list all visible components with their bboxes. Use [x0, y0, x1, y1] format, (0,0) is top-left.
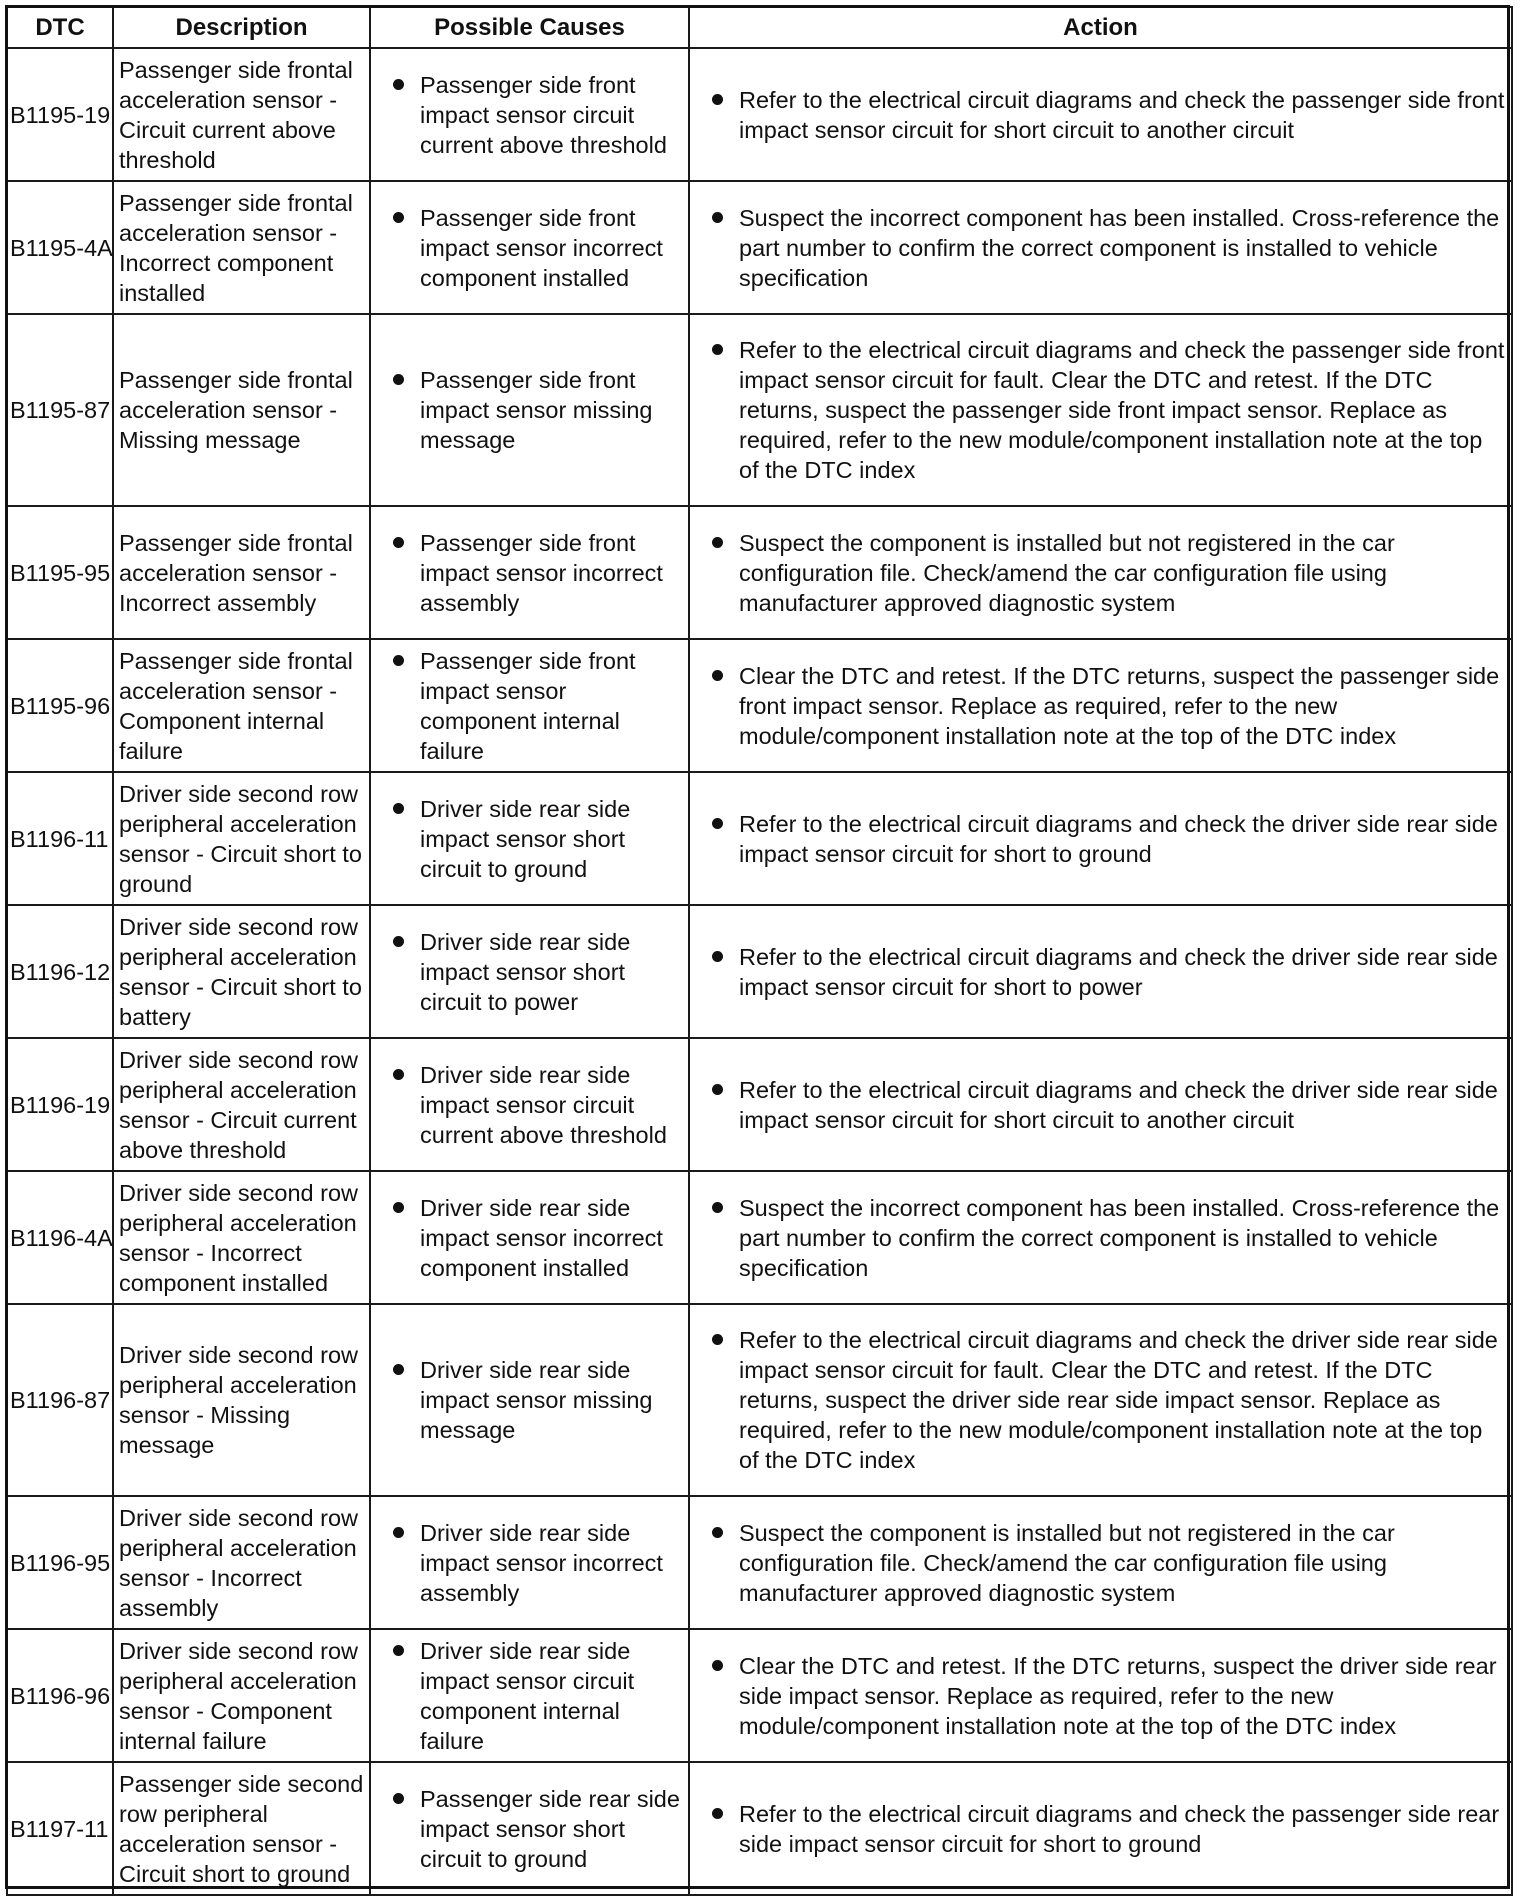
dtc-code: B1196-96 — [7, 1629, 113, 1762]
bullet-icon — [393, 79, 404, 90]
action-text: Refer to the electrical circuit diagrams and check the driver side rear side impact sensor circuit for short to power — [739, 943, 1498, 1000]
action-cell — [689, 1762, 1512, 1895]
dtc-code: B1196-12 — [7, 905, 113, 1038]
header-action: Action — [689, 7, 1512, 48]
dtc-description: Driver side second row peripheral acceleration sensor - Incorrect assembly — [113, 1496, 370, 1629]
header-possible-causes: Possible Causes — [370, 7, 689, 48]
action-text: Clear the DTC and retest. If the DTC returns, suspect the passenger side front impact sensor. Replace as required, refer to the new module/component installation note at the top of the DTC index — [739, 662, 1500, 749]
possible-cause-text: Driver side rear side impact sensor incorrect assembly — [420, 1519, 663, 1606]
dtc-code: B1195-95 — [7, 506, 113, 639]
possible-cause-cell — [370, 506, 689, 639]
bullet-icon — [712, 1527, 723, 1538]
dtc-code: B1196-19 — [7, 1038, 113, 1171]
table-row — [7, 1496, 1512, 1629]
possible-cause-text: Passenger side front impact sensor component internal failure — [420, 647, 636, 764]
bullet-icon — [393, 374, 404, 385]
dtc-description: Passenger side second row peripheral acceleration sensor - Circuit short to ground — [113, 1762, 370, 1895]
table-row — [7, 1762, 1512, 1895]
table-row — [7, 1171, 1512, 1304]
bullet-icon — [712, 818, 723, 829]
action-text: Suspect the incorrect component has been installed. Cross-reference the part number to confirm the correct component is installed to vehicle specification — [739, 1194, 1500, 1281]
bullet-icon — [393, 1364, 404, 1375]
action-text: Refer to the electrical circuit diagrams and check the driver side rear side impact sensor circuit for short to ground — [739, 810, 1498, 867]
possible-cause-cell — [370, 1038, 689, 1171]
dtc-description: Driver side second row peripheral acceleration sensor - Component internal failure — [113, 1629, 370, 1762]
table-row — [7, 772, 1512, 905]
bullet-icon — [712, 344, 723, 355]
bullet-icon — [393, 212, 404, 223]
action-cell — [689, 506, 1512, 639]
bullet-icon — [393, 537, 404, 548]
possible-cause-cell — [370, 772, 689, 905]
action-text: Refer to the electrical circuit diagrams and check the passenger side rear side impact sensor circuit for short to ground — [739, 1800, 1500, 1857]
possible-cause-cell — [370, 1496, 689, 1629]
possible-cause-text: Driver side rear side impact sensor short circuit to power — [420, 928, 631, 1015]
possible-cause-text: Passenger side front impact sensor missing message — [420, 367, 653, 453]
bullet-icon — [393, 936, 404, 947]
table-row — [7, 905, 1512, 1038]
table-row — [7, 1629, 1512, 1762]
bullet-icon — [393, 1645, 404, 1656]
action-cell — [689, 639, 1512, 772]
table-row — [7, 1038, 1512, 1171]
possible-cause-text: Passenger side front impact sensor incorrect component installed — [420, 204, 663, 291]
possible-cause-cell — [370, 905, 689, 1038]
action-cell — [689, 314, 1512, 506]
bullet-icon — [712, 1202, 723, 1213]
bullet-icon — [712, 94, 723, 105]
dtc-code: B1196-87 — [7, 1304, 113, 1496]
dtc-description: Passenger side frontal acceleration sensor - Component internal failure — [113, 639, 370, 772]
bullet-icon — [712, 1808, 723, 1819]
action-cell — [689, 48, 1512, 181]
action-text: Suspect the incorrect component has been installed. Cross-reference the part number to confirm the correct component is installed to vehicle specification — [739, 204, 1500, 291]
possible-cause-text: Driver side rear side impact sensor circuit component internal failure — [420, 1637, 635, 1754]
dtc-code: B1195-87 — [7, 314, 113, 506]
dtc-description: Driver side second row peripheral acceleration sensor - Missing message — [113, 1304, 370, 1496]
action-cell — [689, 1496, 1512, 1629]
action-text: Refer to the electrical circuit diagrams and check the passenger side front impact sensor circuit for short circuit to another circuit — [739, 86, 1505, 143]
dtc-code: B1196-11 — [7, 772, 113, 905]
action-cell — [689, 1629, 1512, 1762]
bullet-icon — [712, 1660, 723, 1671]
possible-cause-text: Passenger side front impact sensor circuit current above threshold — [420, 71, 667, 158]
possible-cause-cell — [370, 1762, 689, 1895]
table-row — [7, 48, 1512, 181]
bullet-icon — [393, 1202, 404, 1213]
bullet-icon — [393, 1069, 404, 1080]
dtc-code: B1197-11 — [7, 1762, 113, 1895]
possible-cause-text: Passenger side front impact sensor incorrect assembly — [420, 529, 663, 616]
possible-cause-cell — [370, 1629, 689, 1762]
possible-cause-text: Driver side rear side impact sensor circuit current above threshold — [420, 1061, 667, 1148]
action-text: Refer to the electrical circuit diagrams and check the driver side rear side impact sensor circuit for fault. Clear the DTC and retest. If the DTC returns, suspect the driver side rear side impact sensor. Replace as required, refer to the new module/component installation note at the top of the DTC index — [739, 1327, 1498, 1473]
header-dtc: DTC — [7, 7, 113, 48]
possible-cause-text: Driver side rear side impact sensor missing message — [420, 1357, 653, 1443]
dtc-code: B1195-4A — [7, 181, 113, 314]
bullet-icon — [393, 1527, 404, 1538]
possible-cause-cell — [370, 314, 689, 506]
dtc-code: B1195-96 — [7, 639, 113, 772]
dtc-table — [6, 6, 1513, 1896]
possible-cause-text: Driver side rear side impact sensor short circuit to ground — [420, 795, 631, 882]
dtc-description: Driver side second row peripheral acceleration sensor - Circuit short to ground — [113, 772, 370, 905]
action-cell — [689, 1171, 1512, 1304]
action-text: Refer to the electrical circuit diagrams and check the driver side rear side impact sensor circuit for short circuit to another circuit — [739, 1076, 1498, 1133]
bullet-icon — [712, 212, 723, 223]
bullet-icon — [712, 670, 723, 681]
dtc-code: B1196-95 — [7, 1496, 113, 1629]
action-cell — [689, 1304, 1512, 1496]
bullet-icon — [393, 1793, 404, 1804]
action-cell — [689, 772, 1512, 905]
dtc-description: Passenger side frontal acceleration sensor - Incorrect component installed — [113, 181, 370, 314]
dtc-description: Driver side second row peripheral acceleration sensor - Incorrect component installed — [113, 1171, 370, 1304]
table-row — [7, 506, 1512, 639]
action-cell — [689, 1038, 1512, 1171]
table-row — [7, 639, 1512, 772]
action-cell — [689, 905, 1512, 1038]
dtc-description: Passenger side frontal acceleration sensor - Circuit current above threshold — [113, 48, 370, 181]
table-header-row — [7, 7, 1512, 48]
possible-cause-cell — [370, 1304, 689, 1496]
dtc-code: B1195-19 — [7, 48, 113, 181]
action-text: Suspect the component is installed but not registered in the car configuration file. Check/amend the car configuration file using manufacturer approved diagnostic system — [739, 529, 1395, 616]
bullet-icon — [712, 1084, 723, 1095]
dtc-code: B1196-4A — [7, 1171, 113, 1304]
dtc-description: Passenger side frontal acceleration sensor - Missing message — [113, 314, 370, 506]
bullet-icon — [712, 951, 723, 962]
table-row — [7, 314, 1512, 506]
possible-cause-cell — [370, 639, 689, 772]
possible-cause-cell — [370, 1171, 689, 1304]
action-cell — [689, 181, 1512, 314]
possible-cause-cell — [370, 181, 689, 314]
header-description: Description — [113, 7, 370, 48]
action-text: Clear the DTC and retest. If the DTC returns, suspect the driver side rear side impact sensor. Replace as required, refer to the new module/component installation note at the top of the DTC index — [739, 1652, 1497, 1739]
dtc-description: Passenger side frontal acceleration sensor - Incorrect assembly — [113, 506, 370, 639]
possible-cause-text: Passenger side rear side impact sensor short circuit to ground — [420, 1785, 680, 1872]
bullet-icon — [712, 1334, 723, 1345]
action-text: Suspect the component is installed but not registered in the car configuration file. Check/amend the car configuration file using manufacturer approved diagnostic system — [739, 1519, 1395, 1606]
action-text: Refer to the electrical circuit diagrams and check the passenger side front impact sensor circuit for fault. Clear the DTC and retest. If the DTC returns, suspect the passenger side front impact sensor. Replace as required, refer to the new module/component installation note at the top of the DTC index — [739, 337, 1505, 483]
bullet-icon — [712, 537, 723, 548]
table-row — [7, 181, 1512, 314]
table-row — [7, 1304, 1512, 1496]
bullet-icon — [393, 803, 404, 814]
dtc-description: Driver side second row peripheral acceleration sensor - Circuit short to battery — [113, 905, 370, 1038]
dtc-description: Driver side second row peripheral acceleration sensor - Circuit current above threshold — [113, 1038, 370, 1171]
possible-cause-text: Driver side rear side impact sensor incorrect component installed — [420, 1194, 663, 1281]
bullet-icon — [393, 655, 404, 666]
possible-cause-cell — [370, 48, 689, 181]
